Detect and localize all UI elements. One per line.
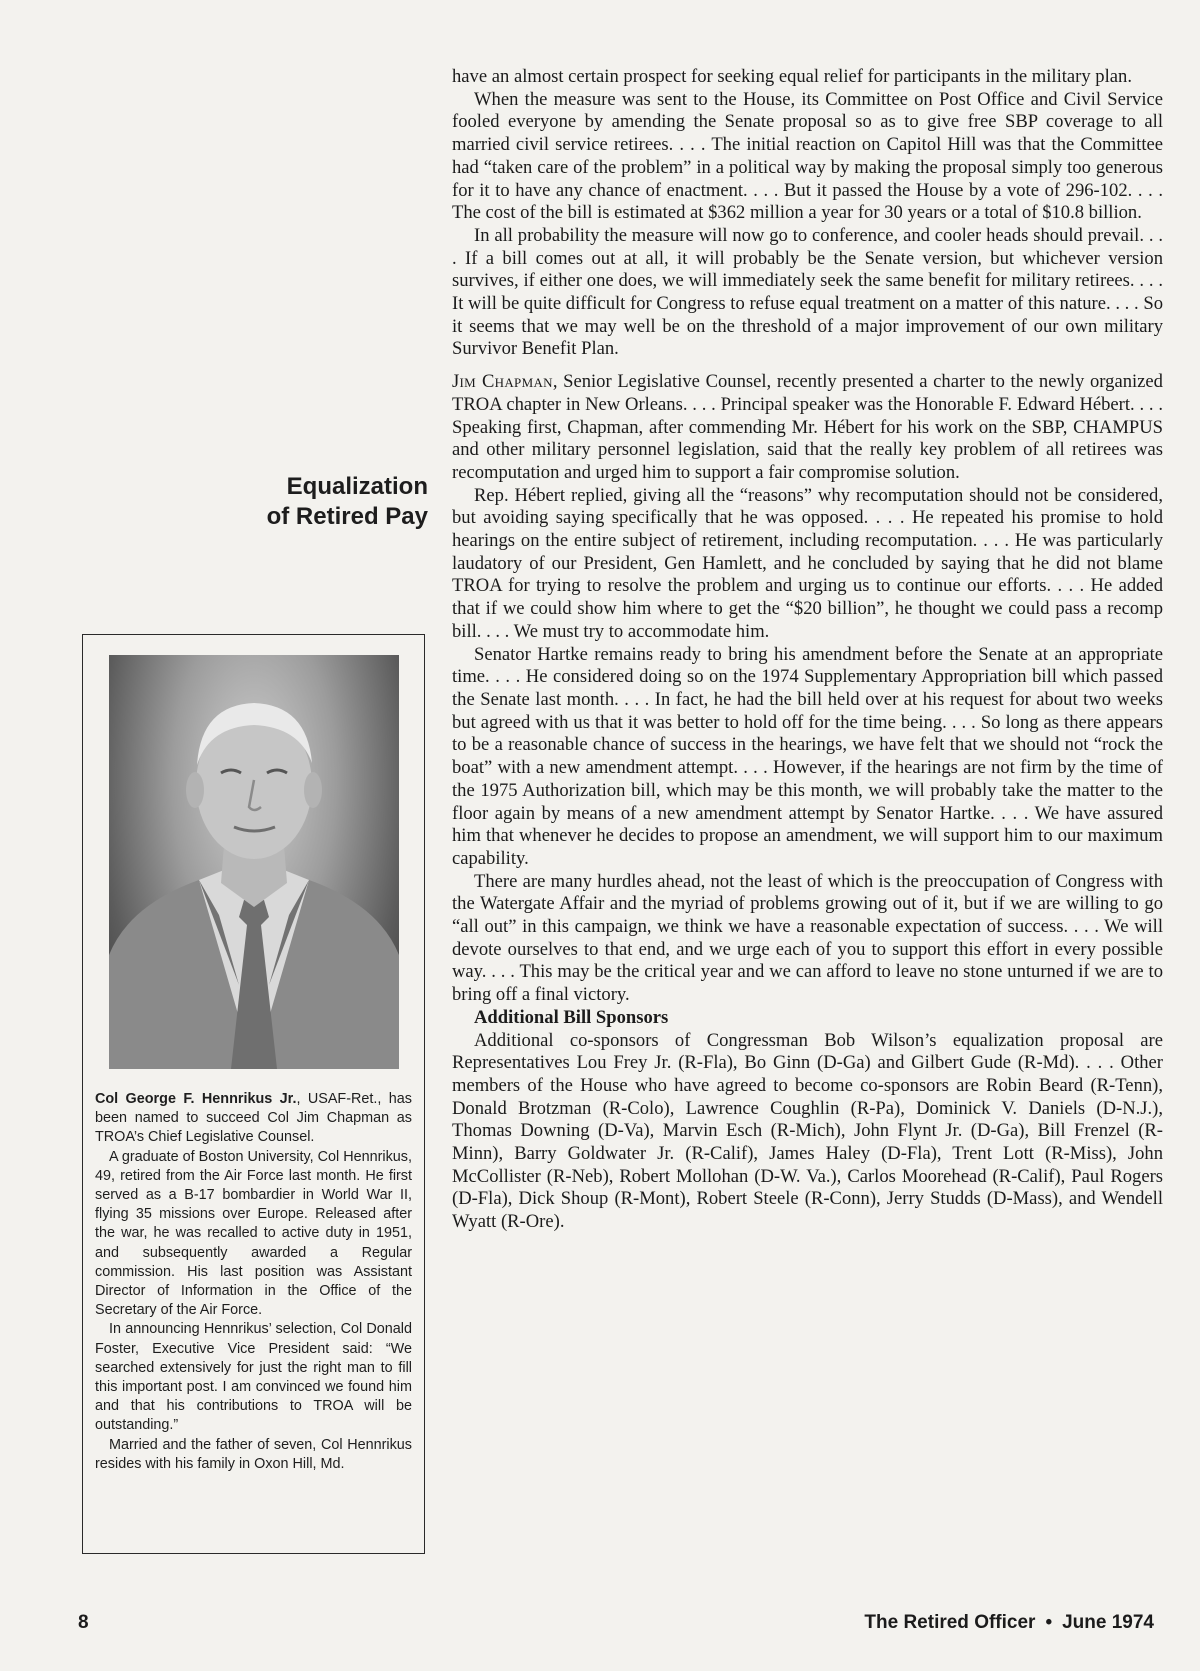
caption-text: , USAF-Ret., has been named to succeed Col Jim Chapman as TROA’s Chief Legislative Counsel. — [95, 1091, 412, 1146]
article-body — [452, 66, 1163, 1234]
article-paragraph: In all probability the measure will now go to conference, and cooler heads should prevail. . . . If a bill comes out at all, it will probably be the Senate version, but whichever version survives, if either one does, we will immediately seek the same benefit for military retirees. . . . It will be quite difficult for Congress to refuse equal treatment on a matter of this nature. . . . So it seems that we may well be on the threshold of a major improvement of our own military Survivor Benefit Plan. — [452, 224, 1163, 360]
article-paragraph: Senator Hartke remains ready to bring his amendment before the Senate at an appropriate time. . . . He considered doing so on the 1974 Supplementary Appropriation bill which passed the Senate last month. . . . In fact, he had the bill held over at his request for about two weeks but agreed with us that it was better to hold off for the time being. . . . So long as there appears to be a reasonable chance of success in the hearings, we have felt that we should not “rock the boat” with a new amendment attempt. . . . However, if the hearings are not firm by the time of the 1975 Authorization bill, which may be this month, we will probably take the matter to the floor again by means of a new amendment attempt by Senator Hartke. . . . We have assured him that whenever he decides to propose an amendment, we will support him to our maximum capability. — [452, 643, 1163, 869]
issue-date: June 1974 — [1062, 1612, 1154, 1633]
caption-name: Col George F. Hennrikus Jr. — [95, 1091, 297, 1107]
lead-text: , Senior Legislative Counsel, recently presented a charter to the newly organized TROA chapter in New Orleans. . . . Principal speaker was the Honorable F. Edward Hébert. . . . Speaking first, Chapman, after commending Mr. Hébert for his work on the SBP, CHAMPUS and other military personnel legislation, said that the really key problem of all retirees was recomputation and urged him to support a fair compromise solution. — [452, 371, 1163, 483]
caption-paragraph — [95, 1090, 412, 1148]
lead-name: Jim Chapman — [452, 371, 553, 393]
footer-separator: • — [1045, 1612, 1053, 1633]
section-heading — [240, 472, 428, 532]
sponsors-paragraph: Additional co-sponsors of Congressman Bob Wilson’s equalization proposal are Representatives Lou Frey Jr. (R-Fla), Bo Ginn (D-Ga) and Gilbert Gude (R-Md). . . . Other members of the House who have agreed to become co-sponsors are Robin Beard (R-Tenn), Donald Brotzman (R-Colo), Lawrence Coughlin (R-Pa), Dominick V. Daniels (D-N.J.), Thomas Downing (D-Va), Marvin Esch (R-Mich), John Flynt Jr. (D-Ga), Bill Frenzel (R-Minn), Barry Goldwater Jr. (R-Calif), James Haley (D-Fla), Trent Lott (R-Miss), John McCollister (R-Neb), Robert Mollohan (D-W. Va.), Carlos Moorehead (R-Calif), Paul Rogers (D-Fla), Dick Shoup (R-Mont), Robert Steele (R-Conn), Jerry Studds (D-Mass), and Wendell Wyatt (R-Ore). — [452, 1029, 1163, 1233]
caption-paragraph: In announcing Hennrikus’ selection, Col Donald Foster, Executive Vice President said: “We searched extensively for just the right man to fill this important post. I am convinced we found him and that his contributions to TROA will be outstanding.” — [95, 1321, 412, 1434]
publication-title: The Retired Officer — [864, 1612, 1036, 1633]
photo-caption — [95, 1090, 412, 1474]
section-lead-paragraph — [452, 371, 1163, 485]
profile-sidebar — [82, 634, 425, 1554]
caption-paragraph: Married and the father of seven, Col Hennrikus resides with his family in Oxon Hill, Md. — [95, 1436, 412, 1472]
article-paragraph: have an almost certain prospect for seeking equal relief for participants in the military plan. — [452, 66, 1132, 87]
section-heading-line: of Retired Pay — [266, 503, 428, 530]
article-paragraph: Rep. Hébert replied, giving all the “reasons” why recomputation should not be considered, but avoiding saying specifically that he was opposed. . . . He repeated his promise to hold hearings on the entire subject of retirement, including recomputation. . . . He was particularly laudatory of our President, Gen Hamlett, and he concluded by saying that he did not blame TROA for trying to resolve the problem and urging us to continue our efforts. . . . He added that if we could show him where to get the “$20 billion”, he thought we could pass a recomp bill. . . . We must try to accommodate him. — [452, 484, 1163, 642]
running-footer — [864, 1612, 1154, 1634]
article-paragraph: There are many hurdles ahead, not the least of which is the preoccupation of Congress with the Watergate Affair and the myriad of problems growing out of it, but if we are willing to go “all out” in this campaign, we think we have a reasonable expectation of success. . . . We will devote ourselves to that end, and we urge each of you to support this effort in every possible way. . . . This may be the critical year and we can afford to leave no stone unturned if we are to bring off a final victory. — [452, 870, 1163, 1006]
article-paragraph: When the measure was sent to the House, its Committee on Post Office and Civil Service fooled everyone by amending the Senate proposal so as to give free SBP coverage to all married civil service retirees. . . . The initial reaction on Capitol Hill was that the Committee had “taken care of the problem” in a political way by making the proposal simply too generous for it to have any chance of enactment. . . . But it passed the House by a vote of 296-102. . . . The cost of the bill is estimated at $362 million a year for 30 years or a total of $10.8 billion. — [452, 88, 1163, 224]
subheading: Additional Bill Sponsors — [474, 1006, 669, 1028]
portrait-photo — [109, 655, 399, 1069]
portrait-illustration — [109, 655, 399, 1069]
page-number: 8 — [78, 1612, 89, 1633]
caption-paragraph: A graduate of Boston University, Col Hennrikus, 49, retired from the Air Force last month. He first served as a B-17 bombardier in World War II, flying 35 missions over Europe. Released after the war, he was recalled to active duty in 1951, and subsequently awarded a Regular commission. His last position was Assistant Director of Information in the Office of the Secretary of the Air Force. — [95, 1148, 412, 1319]
section-heading-line: Equalization — [286, 473, 428, 500]
